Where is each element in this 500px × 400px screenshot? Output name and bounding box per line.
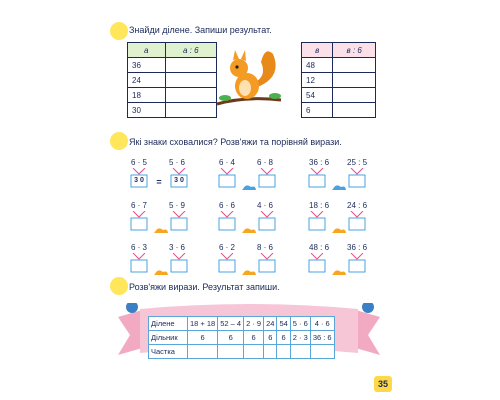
green-answer[interactable]	[165, 73, 217, 88]
compare-boxes	[217, 253, 277, 275]
compare-sign[interactable]: =	[156, 177, 162, 187]
right-expression: 3 · 6	[169, 243, 186, 252]
right-expression: 5 · 9	[169, 201, 186, 210]
left-expression: 6 · 2	[219, 243, 236, 252]
divisor-cell: 6	[277, 331, 290, 345]
left-expression: 48 : 6	[309, 243, 330, 252]
left-expression: 6 · 5	[131, 158, 148, 167]
divisor-cell: 6	[218, 331, 244, 345]
row-label-quotient: Частка	[149, 345, 188, 359]
green-answer[interactable]	[165, 58, 217, 73]
compare-boxes	[307, 168, 367, 190]
divisor-cell: 6	[264, 331, 277, 345]
compare-boxes	[217, 168, 277, 190]
pink-cell: 6	[302, 103, 333, 118]
task2-bullet	[110, 132, 128, 150]
divisor-cell: 6	[244, 331, 264, 345]
right-expression: 25 : 5	[347, 158, 368, 167]
compare-item	[129, 158, 189, 198]
compare-boxes	[307, 253, 367, 275]
left-expression: 6 · 4	[219, 158, 236, 167]
compare-item	[217, 201, 277, 241]
green-cell: 18	[128, 88, 166, 103]
compare-boxes	[129, 211, 189, 233]
quotient-cell[interactable]	[218, 345, 244, 359]
dividend-cell: 52 – 4	[218, 317, 244, 331]
pink-header-b: в	[302, 43, 333, 58]
pink-cell: 12	[302, 73, 333, 88]
row-label-dividend: Ділене	[149, 317, 188, 331]
divisor-cell: 2 · 3	[290, 331, 310, 345]
compare-item	[307, 158, 367, 198]
compare-item	[217, 158, 277, 198]
left-expression: 36 : 6	[309, 158, 330, 167]
green-answer[interactable]	[165, 88, 217, 103]
compare-item	[307, 243, 367, 283]
pink-answer[interactable]	[333, 73, 376, 88]
green-cell: 24	[128, 73, 166, 88]
page-number: 35	[374, 376, 392, 392]
dividend-cell: 2 · 9	[244, 317, 264, 331]
left-expression: 6 · 6	[219, 201, 236, 210]
right-expression: 5 · 6	[169, 158, 186, 167]
pink-cell: 54	[302, 88, 333, 103]
right-expression: 4 · 6	[257, 201, 274, 210]
left-expression: 6 · 3	[131, 243, 148, 252]
task3-bullet	[110, 277, 128, 295]
pink-answer[interactable]	[333, 88, 376, 103]
left-expression: 18 : 6	[309, 201, 330, 210]
compare-item	[129, 243, 189, 283]
quotient-cell[interactable]	[290, 345, 310, 359]
quotient-cell[interactable]	[310, 345, 334, 359]
right-expression: 6 · 8	[257, 158, 274, 167]
task3-text: Розв'яжи вирази. Результат запиши.	[129, 282, 280, 292]
quotient-cell[interactable]	[277, 345, 290, 359]
compare-item	[129, 201, 189, 241]
compare-boxes	[217, 211, 277, 233]
green-cell: 30	[128, 103, 166, 118]
row-label-divisor: Дільник	[149, 331, 188, 345]
task1-text: Знайди ділене. Запиши результат.	[129, 25, 272, 35]
compare-item	[307, 201, 367, 241]
pink-answer[interactable]	[333, 58, 376, 73]
right-expression: 8 · 6	[257, 243, 274, 252]
right-result[interactable]: 3 0	[174, 177, 184, 184]
pink-header-b-div: в : 6	[333, 43, 376, 58]
dividend-cell: 4 · 6	[310, 317, 334, 331]
left-result[interactable]: 3 0	[134, 177, 144, 184]
dividend-cell: 24	[264, 317, 277, 331]
quotient-cell[interactable]	[188, 345, 218, 359]
pink-cell: 48	[302, 58, 333, 73]
compare-boxes	[129, 253, 189, 275]
green-header-a: а	[128, 43, 166, 58]
dividend-cell: 54	[277, 317, 290, 331]
pink-table	[301, 42, 376, 118]
green-header-a-div: а : 6	[165, 43, 217, 58]
right-expression: 24 : 6	[347, 201, 368, 210]
compare-boxes	[307, 211, 367, 233]
squirrel-image	[215, 48, 285, 110]
pink-answer[interactable]	[333, 103, 376, 118]
compare-item	[217, 243, 277, 283]
green-answer[interactable]	[165, 103, 217, 118]
right-expression: 36 : 6	[347, 243, 368, 252]
quotient-cell[interactable]	[244, 345, 264, 359]
division-table	[148, 316, 335, 359]
task2-text: Які знаки сховалися? Розв'яжи та порівняй вирази.	[129, 137, 342, 147]
divisor-cell: 36 : 6	[310, 331, 334, 345]
dividend-cell: 18 + 18	[188, 317, 218, 331]
quotient-cell[interactable]	[264, 345, 277, 359]
task1-bullet	[110, 22, 128, 40]
dividend-cell: 5 · 6	[290, 317, 310, 331]
left-expression: 6 · 7	[131, 201, 148, 210]
green-table	[127, 42, 217, 118]
green-cell: 36	[128, 58, 166, 73]
divisor-cell: 6	[188, 331, 218, 345]
